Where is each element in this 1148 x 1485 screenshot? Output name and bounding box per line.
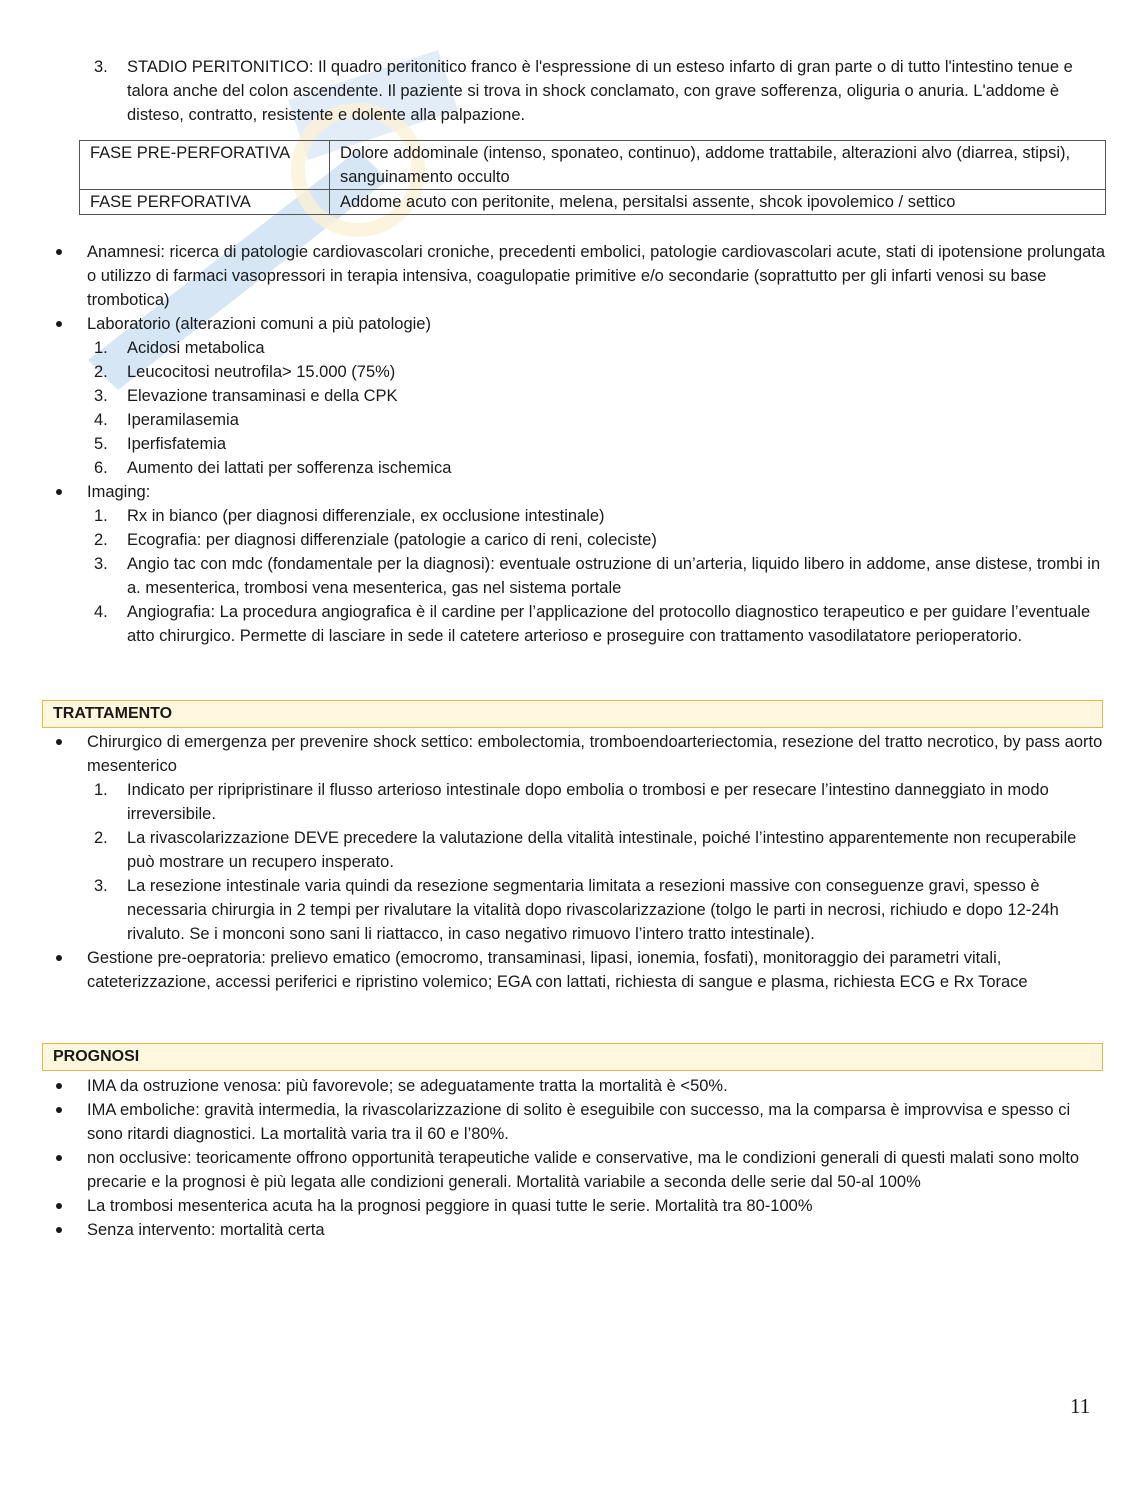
table-row (80, 141, 1106, 190)
bullet-icon (56, 1155, 62, 1161)
item-number: 1. (94, 507, 108, 525)
imaging-sublist (54, 504, 1106, 648)
bullet-text: La trombosi mesenterica acuta ha la prognosi peggiore in quasi tutte le serie. Mortalità tra 80-100% (87, 1197, 813, 1215)
item-text: Elevazione transaminasi e della CPK (127, 387, 398, 405)
item-text: Angiografia: La procedura angiografica è il cardine per l’applicazione del protocollo diagnostico terapeutico e per guidare l’eventuale atto chirurgico. Permette di lasciare in sede il catetere arterioso e proseguire con trattamento vasodilatatore perioperatorio. (127, 603, 1091, 645)
section-heading-prognosi: PROGNOSI (42, 1043, 1103, 1071)
list-item (54, 730, 1106, 778)
page-number: 11 (1070, 1394, 1091, 1418)
list-item (54, 1194, 1106, 1218)
item-text: Iperfisfatemia (127, 435, 227, 453)
item-text: Indicato per ripripristinare il flusso arterioso intestinale dopo embolia o trombosi e per resecare l’intestino danneggiato in modo irreversibile. (127, 781, 1049, 823)
stage-text: STADIO PERITONITICO: Il quadro peritonitico franco è l'espressione di un esteso infarto di gran parte o di tutto l'intestino tenue e talora anche del colon ascendente. Il paziente si trova in shock conclamato, con grave sofferenza, oliguria o anuria. L'addome è disteso, contratto, resistente e dolente alla palpazione. (127, 58, 1073, 124)
phase-description: Addome acuto con peritonite, melena, persitalsi assente, shcok ipovolemico / settico (330, 190, 1106, 215)
bullet-text: Senza intervento: mortalità certa (87, 1221, 325, 1239)
item-number: 4. (94, 411, 108, 429)
item-number: 1. (94, 781, 108, 799)
section-heading-trattamento: TRATTAMENTO (42, 700, 1103, 728)
item-number: 5. (94, 435, 108, 453)
bullet-text: Imaging: (87, 483, 151, 501)
item-number: 3. (94, 555, 108, 573)
bullet-text: IMA da ostruzione venosa: più favorevole; se adeguatamente tratta la mortalità è <50%. (87, 1077, 728, 1095)
list-item (54, 312, 1106, 336)
item-number: 1. (94, 339, 108, 357)
bullet-text: Anamnesi: ricerca di patologie cardiovascolari croniche, precedenti embolici, patologie cardiovascolari acute, stati di ipotensione prolungata o utilizzo di farmaci vasopressori in terapia intensiva, coagulopatie primitive e/o secondarie (soprattutto per gli infarti venosi su base trombotica) (87, 243, 1106, 309)
item-text: Aumento dei lattati per sofferenza ischemica (127, 459, 452, 477)
phases-table (79, 140, 1106, 215)
item-number: 4. (94, 603, 108, 621)
list-item (94, 432, 1106, 456)
bullet-text: non occlusive: teoricamente offrono opportunità terapeutiche valide e conservative, ma le condizioni generali di questi malati sono molto precarie e la prognosi è più legata alle condizioni generali. Mortalità variabile a seconda delle serie dal 50-al 100% (87, 1149, 1080, 1191)
bullet-icon (56, 739, 62, 745)
list-item (54, 480, 1106, 504)
item-number: 3. (94, 387, 108, 405)
item-number: 6. (94, 459, 108, 477)
stage-3-paragraph (94, 55, 1104, 127)
item-number: 2. (94, 829, 108, 847)
bullet-icon (56, 321, 62, 327)
item-text: Angio tac con mdc (fondamentale per la diagnosi): eventuale ostruzione di un’arteria, liquido libero in addome, anse distese, trombi in a. mesenterica, trombosi vena mesenterica, gas nel sistema portale (127, 555, 1101, 597)
item-number: 2. (94, 531, 108, 549)
list-item (94, 874, 1106, 946)
list-item (94, 408, 1106, 432)
list-item (54, 240, 1106, 312)
bullet-icon (56, 489, 62, 495)
list-item (94, 360, 1106, 384)
list-item (94, 826, 1106, 874)
list-item (54, 1218, 1106, 1242)
surgery-sublist (54, 778, 1106, 946)
item-text: La resezione intestinale varia quindi da resezione segmentaria limitata a resezioni massive con conseguenze gravi, spesso è necessaria chirurgia in 2 tempi per rivalutare la vitalità dopo rivascolarizzazione (tolgo le parti in necrosi, richiudo e dopo 12-24h rivaluto. Se i monconi sono sani li riattacco, in caso negativo rimuovo l’intero tratto intestinale). (127, 877, 1059, 943)
phase-description: Dolore addominale (intenso, sponateo, continuo), addome trattabile, alterazioni alvo (diarrea, stipsi), sanguinamento occulto (330, 141, 1106, 190)
diagnosis-list (54, 240, 1106, 648)
bullet-icon (56, 1227, 62, 1233)
list-item (54, 946, 1106, 994)
stage-number: 3. (94, 58, 108, 76)
list-item (94, 336, 1106, 360)
item-text: Iperamilasemia (127, 411, 239, 429)
lab-sublist (54, 336, 1106, 480)
list-item (54, 1146, 1106, 1194)
bullet-text: IMA emboliche: gravità intermedia, la rivascolarizzazione di solito è eseguibile con successo, ma la comparsa è improvvisa e spesso ci sono ritardi diagnostici. La mortalità varia tra il 60 e l’80%. (87, 1101, 1071, 1143)
item-text: Ecografia: per diagnosi differenziale (patologie a carico di reni, coleciste) (127, 531, 657, 549)
bullet-icon (56, 1203, 62, 1209)
list-item (94, 504, 1106, 528)
table-row (80, 190, 1106, 215)
phase-label: FASE PERFORATIVA (80, 190, 330, 215)
list-item (94, 456, 1106, 480)
list-item (54, 1074, 1106, 1098)
trattamento-list (54, 730, 1106, 994)
bullet-text: Gestione pre-oepratoria: prelievo ematico (emocromo, transaminasi, lipasi, ionemia, fosfati), monitoraggio dei parametri vitali, cateterizzazione, accessi periferici e ripristino volemico; EGA con lattati, richiesta di sangue e plasma, richiesta ECG e Rx Torace (87, 949, 1028, 991)
list-item (94, 600, 1106, 648)
item-number: 3. (94, 877, 108, 895)
item-text: Leucocitosi neutrofila> 15.000 (75%) (127, 363, 396, 381)
bullet-text: Laboratorio (alterazioni comuni a più patologie) (87, 315, 431, 333)
item-text: Acidosi metabolica (127, 339, 265, 357)
item-text: Rx in bianco (per diagnosi differenziale, ex occlusione intestinale) (127, 507, 605, 525)
list-item (94, 528, 1106, 552)
list-item (94, 384, 1106, 408)
bullet-icon (56, 249, 62, 255)
bullet-text: Chirurgico di emergenza per prevenire shock settico: embolectomia, tromboendoarteriectomia, resezione del tratto necrotico, by pass aorto mesenterico (87, 733, 1103, 775)
bullet-icon (56, 1083, 62, 1089)
item-text: La rivascolarizzazione DEVE precedere la valutazione della vitalità intestinale, poiché l’intestino apparentemente non recuperabile può mostrare un recupero insperato. (127, 829, 1077, 871)
list-item (94, 552, 1106, 600)
bullet-icon (56, 955, 62, 961)
prognosi-list (54, 1074, 1106, 1242)
bullet-icon (56, 1107, 62, 1113)
item-number: 2. (94, 363, 108, 381)
list-item (54, 1098, 1106, 1146)
phase-label: FASE PRE-PERFORATIVA (80, 141, 330, 190)
list-item (94, 778, 1106, 826)
